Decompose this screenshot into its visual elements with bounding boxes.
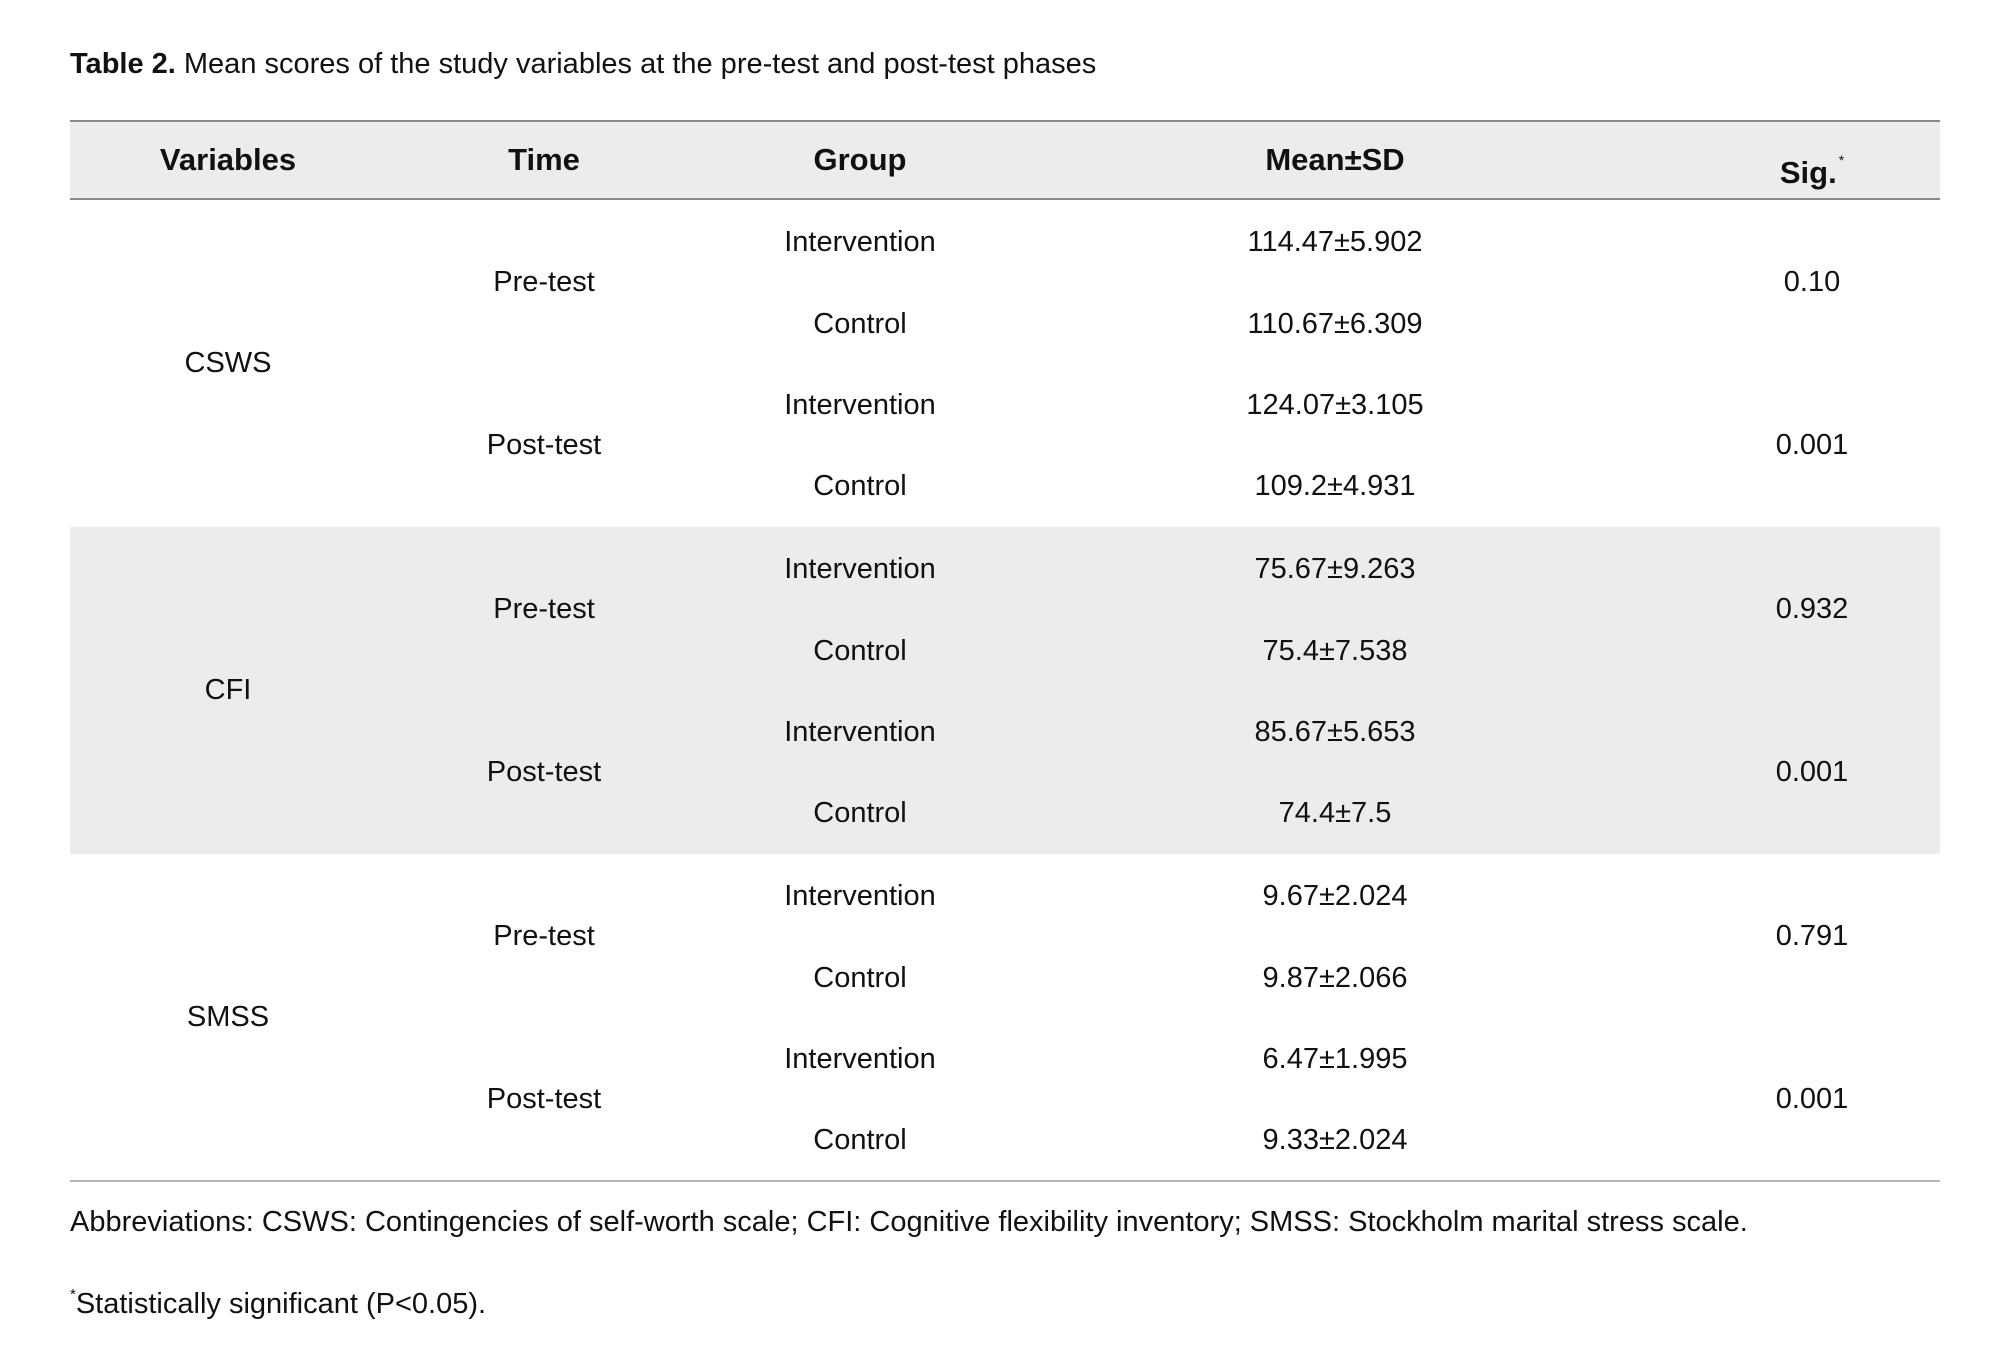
mean-sd-cell: 9.33±2.024 (1262, 1124, 1408, 1156)
mean-sd-cell: 124.07±3.105 (1246, 389, 1424, 421)
mean-sd-cell: 9.67±2.024 (1262, 880, 1408, 912)
group-cell: Intervention (784, 389, 936, 421)
variable-cell: SMSS (186, 1001, 270, 1033)
group-cell: Intervention (784, 226, 936, 258)
group-cell: Intervention (784, 553, 936, 585)
sig-cell: 0.001 (1775, 429, 1849, 461)
sig-cell: 0.001 (1775, 1083, 1849, 1115)
time-cell: Post-test (486, 1083, 602, 1115)
mean-sd-cell: 74.4±7.5 (1278, 797, 1392, 829)
group-cell: Control (813, 797, 907, 829)
group-cell: Control (813, 962, 907, 994)
header-sig-label: Sig. (1779, 155, 1837, 190)
header-mean-sd: Mean±SD (1265, 142, 1405, 177)
table-caption (70, 42, 1096, 86)
variable-cell: CSWS (184, 347, 272, 379)
sig-cell: 0.001 (1775, 756, 1849, 788)
sig-cell: 0.10 (1783, 266, 1841, 298)
group-cell: Intervention (784, 1043, 936, 1075)
mean-sd-cell: 110.67±6.309 (1247, 308, 1423, 340)
table-caption-text: Mean scores of the study variables at the pre-test and post-test phases (175, 48, 1097, 80)
group-cell: Control (813, 308, 907, 340)
abbreviations-footnote: Abbreviations: CSWS: Contingencies of self-worth scale; CFI: Cognitive flexibility inventory; SMSS: Stockholm marital stress scale. (70, 1206, 1748, 1238)
group-cell: Control (813, 1124, 907, 1156)
time-cell: Pre-test (493, 266, 595, 298)
group-cell: Intervention (784, 880, 936, 912)
header-sig (1652, 122, 1972, 198)
group-cell: Control (813, 635, 907, 667)
significance-footnote (70, 1273, 486, 1326)
time-cell: Post-test (486, 756, 602, 788)
table-block-cfi (70, 527, 1940, 854)
significance-marker: * (70, 1286, 76, 1303)
sig-cell: 0.932 (1775, 593, 1849, 625)
header-sig-marker: * (1838, 152, 1845, 168)
mean-sd-cell: 75.67±9.263 (1254, 553, 1416, 585)
header-group: Group (813, 142, 907, 177)
time-cell: Pre-test (493, 593, 595, 625)
time-cell: Pre-test (493, 920, 595, 952)
results-table (70, 120, 1940, 1182)
group-cell: Intervention (784, 716, 936, 748)
header-time: Time (508, 142, 580, 177)
mean-sd-cell: 75.4±7.538 (1262, 635, 1408, 667)
significance-text: Statistically significant (P<0.05). (75, 1288, 487, 1320)
table-header (70, 120, 1940, 200)
sig-cell: 0.791 (1775, 920, 1849, 952)
mean-sd-cell: 114.47±5.902 (1247, 226, 1423, 258)
table-block-csws (70, 200, 1940, 527)
mean-sd-cell: 9.87±2.066 (1262, 962, 1408, 994)
group-cell: Control (813, 470, 907, 502)
table-block-smss (70, 854, 1940, 1182)
header-variables: Variables (159, 142, 297, 177)
table-caption-label: Table 2. (70, 48, 176, 80)
mean-sd-cell: 85.67±5.653 (1254, 716, 1416, 748)
mean-sd-cell: 6.47±1.995 (1262, 1043, 1408, 1075)
time-cell: Post-test (486, 429, 602, 461)
mean-sd-cell: 109.2±4.931 (1254, 470, 1416, 502)
variable-cell: CFI (204, 674, 252, 706)
